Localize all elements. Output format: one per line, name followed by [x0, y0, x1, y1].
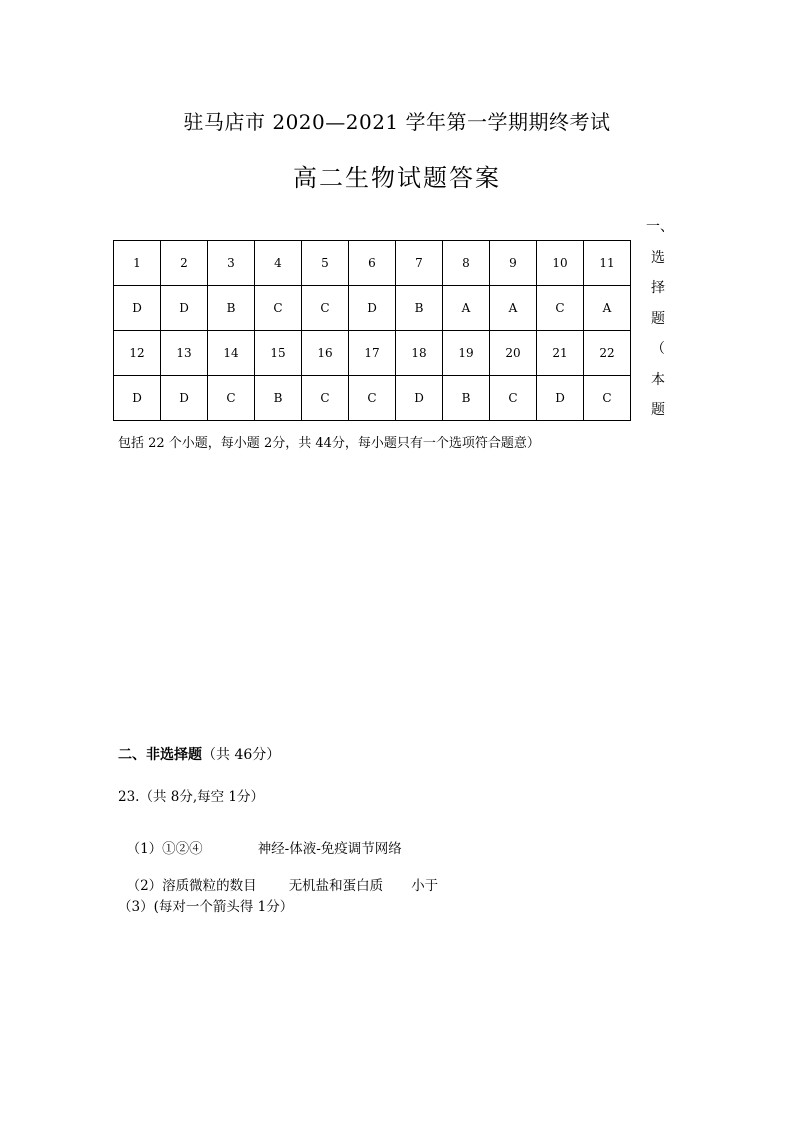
question-number-cell: 20 — [490, 331, 537, 376]
answer-cell: C — [584, 376, 631, 421]
answer-cell: C — [302, 286, 349, 331]
question-number-cell: 14 — [208, 331, 255, 376]
answer-23-2-num: （2）溶质微粒的数目 — [126, 878, 257, 894]
question-number-cell: 9 — [490, 241, 537, 286]
answer-cell: C — [255, 286, 302, 331]
answer-cell: B — [396, 286, 443, 331]
side-label-char: 择 — [651, 280, 665, 296]
question-number-cell: 3 — [208, 241, 255, 286]
answer-cell: A — [584, 286, 631, 331]
question-number-cell: 4 — [255, 241, 302, 286]
answer-cell: C — [490, 376, 537, 421]
answer-cell: A — [490, 286, 537, 331]
answer-cell: D — [349, 286, 396, 331]
answer-23-1-text: 神经-体液-免疫调节网络 — [257, 841, 402, 857]
section2-heading-label: 二、非选择题 — [118, 747, 202, 763]
question-number-cell: 5 — [302, 241, 349, 286]
question-number-cell: 10 — [537, 241, 584, 286]
answer-cell: C — [302, 376, 349, 421]
question-number-cell: 18 — [396, 331, 443, 376]
question-number-cell: 7 — [396, 241, 443, 286]
answer-cell: D — [161, 376, 208, 421]
answer-23-3: （3）(每对一个箭头得 1分） — [118, 899, 294, 915]
answer-title: 高二生物试题答案 — [293, 164, 501, 192]
answer-table — [113, 240, 631, 421]
section2-heading-suffix: （共 46分） — [202, 747, 281, 763]
side-label-char: 题 — [651, 402, 665, 418]
question-23-label: 23.（共 8分,每空 1分） — [118, 789, 265, 805]
question-number-cell: 22 — [584, 331, 631, 376]
side-label-char: 一、 — [646, 219, 674, 235]
answer-23-1 — [118, 821, 402, 857]
question-number-cell: 6 — [349, 241, 396, 286]
answer-23-1-num: （1）①②④ — [126, 841, 203, 857]
question-number-cell: 12 — [114, 331, 161, 376]
answer-cell: D — [537, 376, 584, 421]
answer-cell: B — [255, 376, 302, 421]
section1-side-label — [646, 212, 674, 426]
side-label-char: 本 — [651, 371, 665, 388]
answer-cell: D — [396, 376, 443, 421]
answer-row — [114, 376, 631, 421]
question-number-cell: 1 — [114, 241, 161, 286]
section2-heading — [118, 744, 280, 764]
question-number-cell: 17 — [349, 331, 396, 376]
question-number-cell: 15 — [255, 331, 302, 376]
question-number-row — [114, 331, 631, 376]
question-number-cell: 16 — [302, 331, 349, 376]
question-number-cell: 11 — [584, 241, 631, 286]
answer-cell: D — [161, 286, 208, 331]
side-label-char: 题 — [651, 310, 665, 327]
answer-cell: B — [443, 376, 490, 421]
answer-cell: A — [443, 286, 490, 331]
question-number-row — [114, 241, 631, 286]
question-number-cell: 8 — [443, 241, 490, 286]
question-number-cell: 21 — [537, 331, 584, 376]
answer-cell: C — [208, 376, 255, 421]
question-number-cell: 13 — [161, 331, 208, 376]
section1-note: 包括 22 个小题，每小题 2分，共 44分，每小题只有一个选项符合题意） — [118, 436, 540, 451]
exam-title: 驻马店市 2020—2021 学年第一学期期终考试 — [183, 110, 611, 134]
answer-cell: D — [114, 286, 161, 331]
answer-23-2-text-a: 无机盐和蛋白质 — [288, 878, 384, 894]
answer-row — [114, 286, 631, 331]
answer-cell: B — [208, 286, 255, 331]
answer-cell: C — [349, 376, 396, 421]
answer-23-2 — [118, 858, 438, 894]
answer-23-2-text-b: 小于 — [411, 878, 439, 894]
side-label-char: 选 — [651, 249, 665, 266]
answer-cell: D — [114, 376, 161, 421]
side-label-char: （ — [651, 341, 665, 357]
question-number-cell: 2 — [161, 241, 208, 286]
question-number-cell: 19 — [443, 331, 490, 376]
answer-cell: C — [537, 286, 584, 331]
